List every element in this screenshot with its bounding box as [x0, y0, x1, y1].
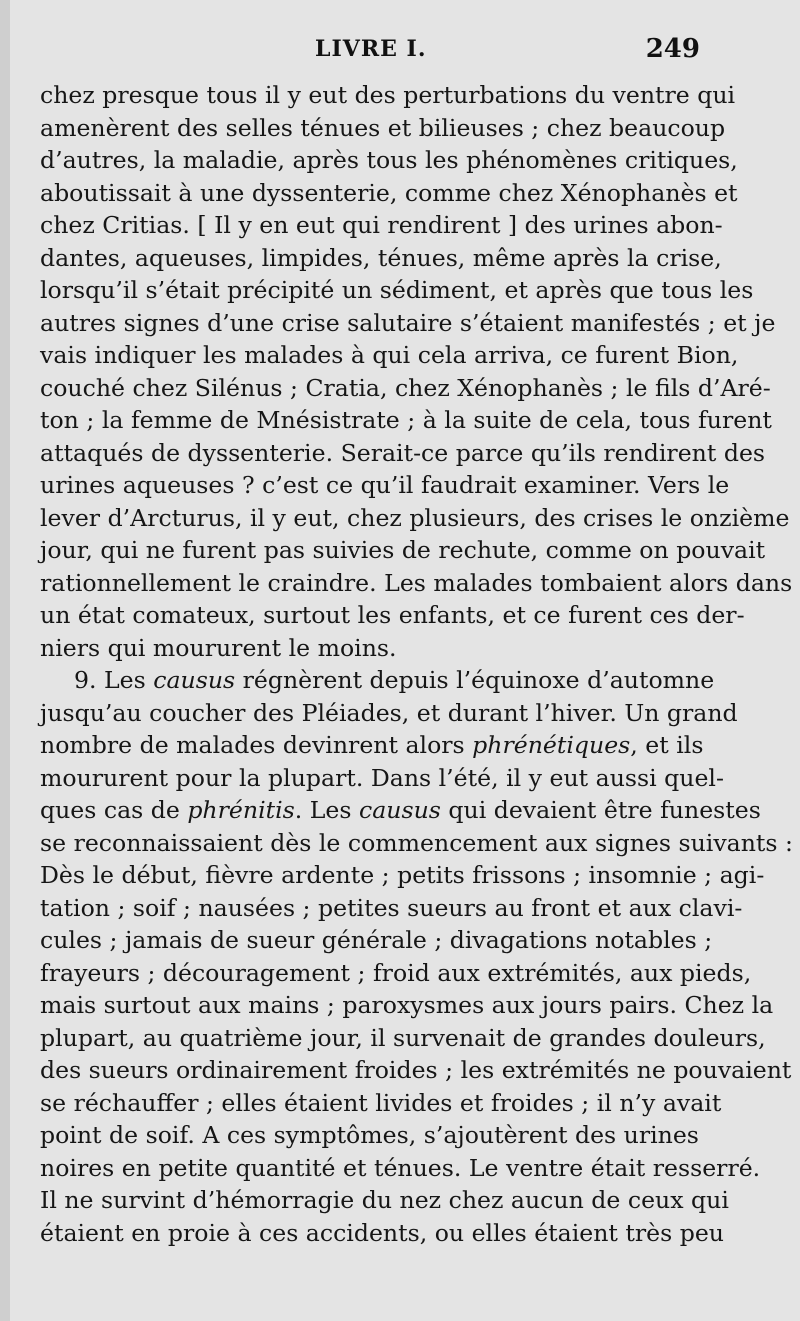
- text-line: ton ; la femme de Mnésistrate ; à la suite de cela, tous furent: [40, 406, 772, 434]
- text-line: couché chez Silénus ; Cratia, chez Xénophanès ; le fils d’Aré-: [40, 373, 771, 402]
- text-run: régnèrent depuis l’équinoxe d’automne: [235, 666, 715, 694]
- page-header: [40, 36, 700, 66]
- text-line: tation ; soif ; nausées ; petites sueurs au front et aux clavi-: [40, 893, 743, 922]
- text-line: aboutissait à une dyssenterie, comme chez Xénophanès et: [40, 178, 738, 207]
- text-line: autres signes d’une crise salutaire s’étaient manifestés ; et je: [40, 308, 776, 337]
- text-line: plupart, au quatrième jour, il survenait de grandes douleurs,: [40, 1023, 766, 1052]
- text-run: ques cas de: [40, 796, 188, 824]
- text-line: Dès le début, fièvre ardente ; petits frissons ; insomnie ; agi-: [40, 861, 765, 889]
- text-run: nombre de malades devinrent alors: [40, 731, 473, 759]
- text-line: jour, qui ne furent pas suivies de rechute, comme on pouvait: [40, 536, 766, 564]
- text-line: amenèrent des selles ténues et bilieuses ; chez beaucoup: [40, 113, 726, 142]
- text-run: qui devaient être funestes: [440, 796, 761, 824]
- text-line: chez presque tous il y eut des perturbations du ventre qui: [40, 81, 736, 109]
- text-line: attaqués de dyssenterie. Serait-ce parce qu’ils rendirent des: [40, 438, 766, 467]
- text-run: , et ils: [630, 731, 704, 759]
- text-line: [40, 664, 715, 697]
- text-line: jusqu’au coucher des Pléiades, et durant l’hiver. Un grand: [40, 698, 738, 727]
- text-line: niers qui moururent le moins.: [40, 633, 397, 662]
- text-run: 9. Les: [74, 666, 154, 694]
- page-number: 249: [645, 34, 700, 64]
- text-line: se reconnaissaient dès le commencement aux signes suivants :: [40, 828, 793, 857]
- text-run: . Les: [294, 796, 359, 824]
- text-line: un état comateux, surtout les enfants, et ce furent ces der-: [40, 601, 745, 629]
- text-line: dantes, aqueuses, limpides, ténues, même après la crise,: [40, 243, 722, 272]
- text-line: lever d’Arcturus, il y eut, chez plusieurs, des crises le onzième: [40, 503, 790, 532]
- text-line: vais indiquer les malades à qui cela arriva, ce furent Bion,: [40, 341, 739, 369]
- text-line: se réchauffer ; elles étaient livides et froides ; il n’y avait: [40, 1088, 722, 1117]
- page-gutter: [0, 0, 10, 1321]
- italic-term: phrénitis: [187, 796, 295, 824]
- text-line: point de soif. A ces symptômes, s’ajoutèrent des urines: [40, 1121, 699, 1149]
- text-line: d’autres, la maladie, après tous les phénomènes critiques,: [40, 146, 738, 174]
- text-line: frayeurs ; découragement ; froid aux extrémités, aux pieds,: [40, 958, 752, 987]
- text-line: [40, 729, 704, 762]
- text-line: moururent pour la plupart. Dans l’été, il y eut aussi quel-: [40, 763, 724, 792]
- italic-term: phrénétiques: [472, 731, 631, 759]
- text-line: rationnellement le craindre. Les malades tombaient alors dans: [40, 568, 793, 597]
- text-line: noires en petite quantité et ténues. Le ventre était resserré.: [40, 1153, 761, 1182]
- italic-term: causus: [359, 796, 441, 824]
- text-line: étaient en proie à ces accidents, ou elles étaient très peu: [40, 1218, 724, 1247]
- text-line: mais surtout aux mains ; paroxysmes aux jours pairs. Chez la: [40, 991, 774, 1019]
- running-title: LIVRE I.: [315, 36, 427, 62]
- italic-term: causus: [153, 666, 236, 694]
- text-line: urines aqueuses ? c’est ce qu’il faudrait examiner. Vers le: [40, 471, 730, 499]
- text-line: lorsqu’il s’était précipité un sédiment, et après que tous les: [40, 276, 754, 304]
- body-text: [40, 79, 793, 1249]
- text-line: Il ne survint d’hémorragie du nez chez aucun de ceux qui: [40, 1186, 729, 1214]
- text-line: cules ; jamais de sueur générale ; divagations notables ;: [40, 926, 713, 954]
- text-line: des sueurs ordinairement froides ; les extrémités ne pouvaient: [40, 1056, 792, 1084]
- text-line: [40, 794, 761, 827]
- text-line: chez Critias. [ Il y en eut qui rendirent ] des urines abon-: [40, 211, 723, 239]
